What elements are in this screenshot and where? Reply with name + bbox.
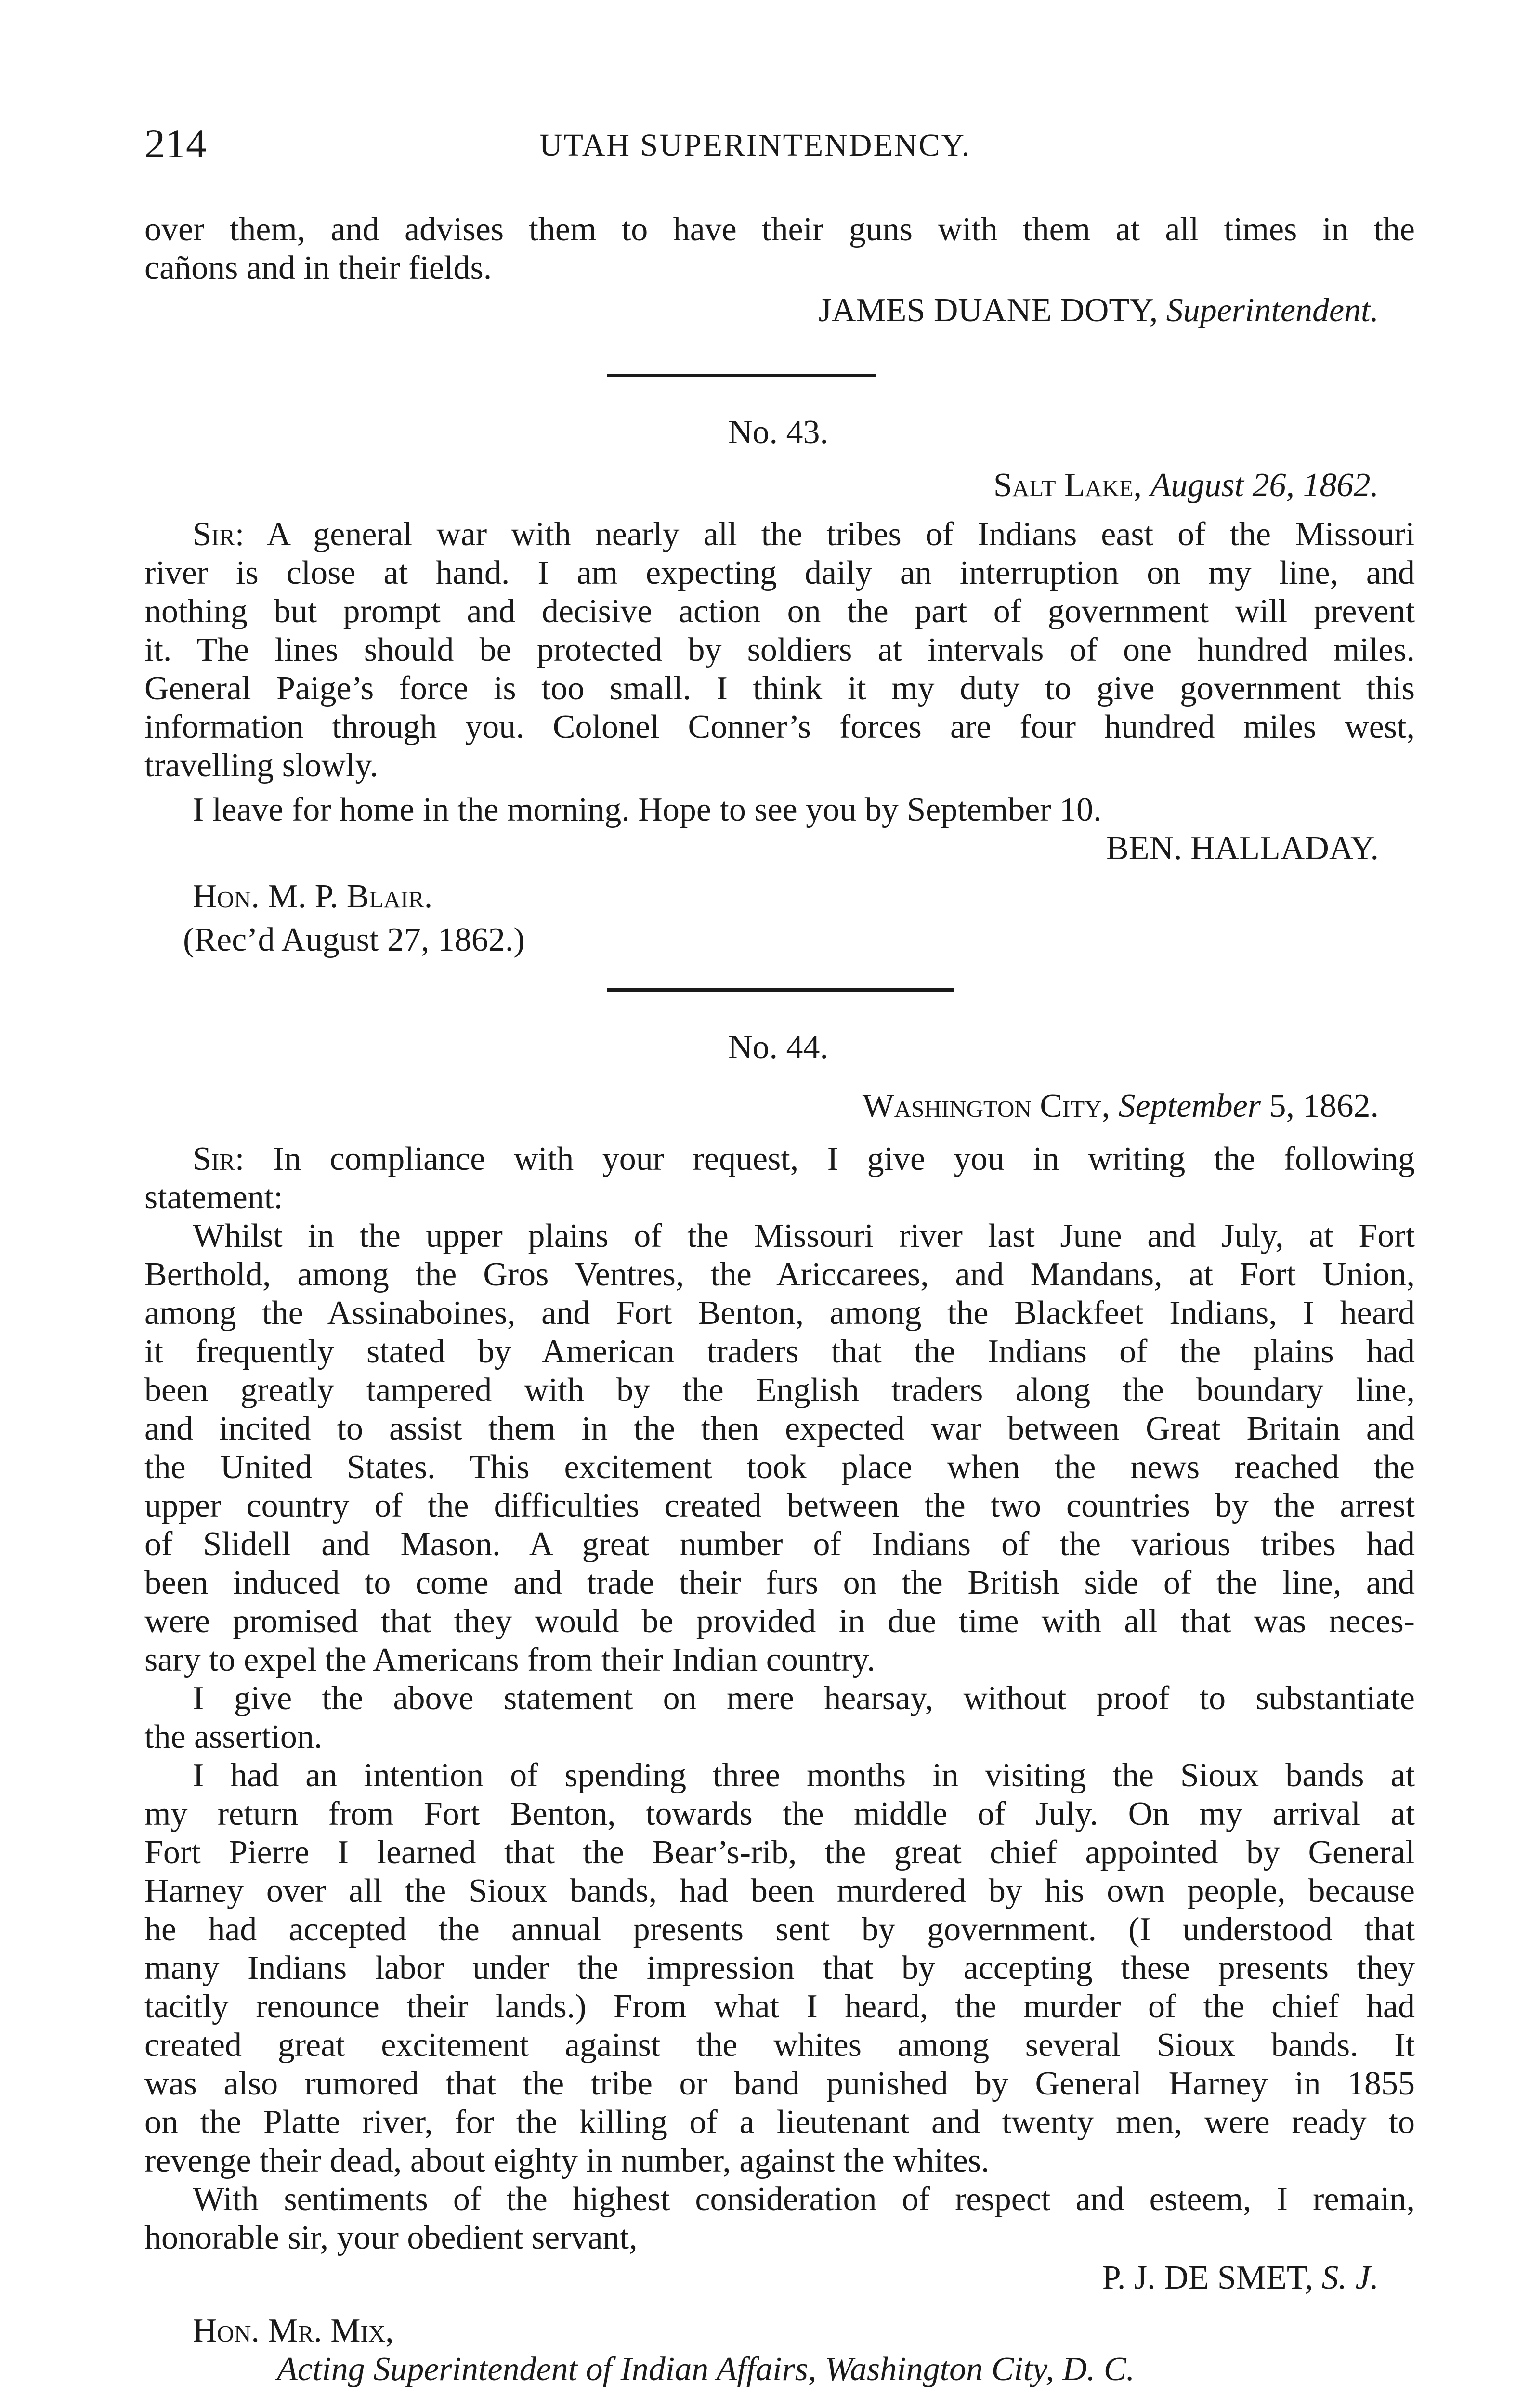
salutation: Sir: xyxy=(193,1140,245,1178)
place: Salt Lake, xyxy=(993,467,1142,504)
running-title: UTAH SUPERINTENDENCY. xyxy=(539,128,971,163)
letter-number: No. 43. xyxy=(728,414,829,451)
letter-line: statement: xyxy=(144,1179,283,1216)
letter-line: travelling slowly. xyxy=(144,747,379,784)
letter-line: sary to expel the Americans from their Indian country. xyxy=(144,1641,876,1678)
letter-line: created great excitement against the whites among several Sioux bands. It xyxy=(144,2027,1415,2064)
halladay-signature: BEN. HALLADAY. xyxy=(1106,830,1379,867)
letter-line: of Slidell and Mason. A great number of Indians of the various tribes had xyxy=(144,1526,1415,1563)
signature-suffix: S. J. xyxy=(1321,2259,1379,2296)
date: August 26, 1862. xyxy=(1150,467,1379,504)
letter-line: on the Platte river, for the killing of a lieutenant and twenty men, were ready to xyxy=(144,2104,1415,2141)
section-rule xyxy=(607,374,876,377)
de-smet-signature xyxy=(1102,2259,1379,2297)
letter-line: it. The lines should be protected by soldiers at intervals of one hundred miles. xyxy=(144,631,1415,668)
addressee: Hon. Mr. Mix, xyxy=(193,2312,394,2349)
section-rule xyxy=(607,988,954,992)
letter-line: and incited to assist them in the then expected war between Great Britain and xyxy=(144,1410,1415,1447)
signature-title: Superintendent. xyxy=(1166,292,1379,329)
received-note: (Rec’d August 27, 1862.) xyxy=(183,921,525,958)
letter-line: I had an intention of spending three months in visiting the Sioux bands at xyxy=(193,1757,1415,1794)
letter-line: many Indians labor under the impression that by accepting these presents they xyxy=(144,1950,1415,1987)
letter-line: revenge their dead, about eighty in number, against the whites. xyxy=(144,2142,990,2179)
letter-line: I give the above statement on mere hearsay, without proof to substantiate xyxy=(193,1680,1415,1717)
letter-line: upper country of the difficulties created between the two countries by the arrest xyxy=(144,1487,1415,1524)
letter-line: Fort Pierre I learned that the Bear’s-rib, the great chief appointed by General xyxy=(144,1834,1415,1871)
letter-line: General Paige’s force is too small. I think it my duty to give government this xyxy=(144,670,1415,707)
addressee: Hon. M. P. Blair. xyxy=(193,878,433,915)
letter-line: river is close at hand. I am expecting daily an interruption on my line, and xyxy=(144,554,1415,591)
letter-line: With sentiments of the highest consideration of respect and esteem, I remain, xyxy=(193,2181,1415,2218)
letter-line: tacitly renounce their lands.) From what I heard, the murder of the chief had xyxy=(144,1988,1415,2025)
letter-line: was also rumored that the tribe or band punished by General Harney in 1855 xyxy=(144,2065,1415,2102)
letter-line: the assertion. xyxy=(144,1718,323,1755)
place: Washington City, xyxy=(862,1087,1111,1125)
letter-line: Sir: A general war with nearly all the tribes of Indians east of the Missouri xyxy=(193,516,1415,553)
letter-line: Sir: In compliance with your request, I give you in writing the following xyxy=(193,1140,1415,1178)
doty-signature xyxy=(819,291,1379,330)
letter-line: Berthold, among the Gros Ventres, the Ariccarees, and Mandans, at Fort Union, xyxy=(144,1256,1415,1293)
letter-number: No. 44. xyxy=(728,1029,829,1066)
letter-line: honorable sir, your obedient servant, xyxy=(144,2219,638,2256)
letter-line: been induced to come and trade their furs on the British side of the line, and xyxy=(144,1564,1415,1601)
letter-line: nothing but prompt and decisive action on the part of government will prevent xyxy=(144,593,1415,630)
dateline xyxy=(863,1087,1379,1125)
signature-name: JAMES DUANE DOTY, xyxy=(818,292,1158,329)
letter-line: he had accepted the annual presents sent by government. (I understood that xyxy=(144,1911,1415,1948)
letter-line: my return from Fort Benton, towards the middle of July. On my arrival at xyxy=(144,1795,1415,1832)
page-number: 214 xyxy=(144,120,207,167)
addressee-title: Acting Superintendent of Indian Affairs, Washington City, D. C. xyxy=(277,2351,1135,2388)
signature-name: P. J. DE SMET, xyxy=(1102,2259,1313,2296)
letter-line: I leave for home in the morning. Hope to see you by September 10. xyxy=(193,791,1102,828)
continuation-line: over them, and advises them to have their guns with them at all times in the xyxy=(144,211,1415,248)
date-rest: 5, 1862. xyxy=(1269,1087,1379,1125)
continuation-line: cañons and in their fields. xyxy=(144,249,492,287)
dateline xyxy=(993,466,1379,505)
letter-line: were promised that they would be provided in due time with all that was neces- xyxy=(144,1603,1415,1640)
letter-line: among the Assinaboines, and Fort Benton, among the Blackfeet Indians, I heard xyxy=(144,1295,1415,1332)
letter-line: information through you. Colonel Conner’s forces are four hundred miles west, xyxy=(144,708,1415,746)
letter-line: the United States. This excitement took place when the news reached the xyxy=(144,1449,1415,1486)
date-month: September xyxy=(1118,1087,1261,1125)
letter-line: Harney over all the Sioux bands, had been murdered by his own people, because xyxy=(144,1872,1415,1910)
letter-line: it frequently stated by American traders that the Indians of the plains had xyxy=(144,1333,1415,1370)
letter-line: Whilst in the upper plains of the Missouri river last June and July, at Fort xyxy=(193,1217,1415,1255)
salutation: Sir: xyxy=(193,516,245,553)
letter-line: been greatly tampered with by the English traders along the boundary line, xyxy=(144,1372,1415,1409)
